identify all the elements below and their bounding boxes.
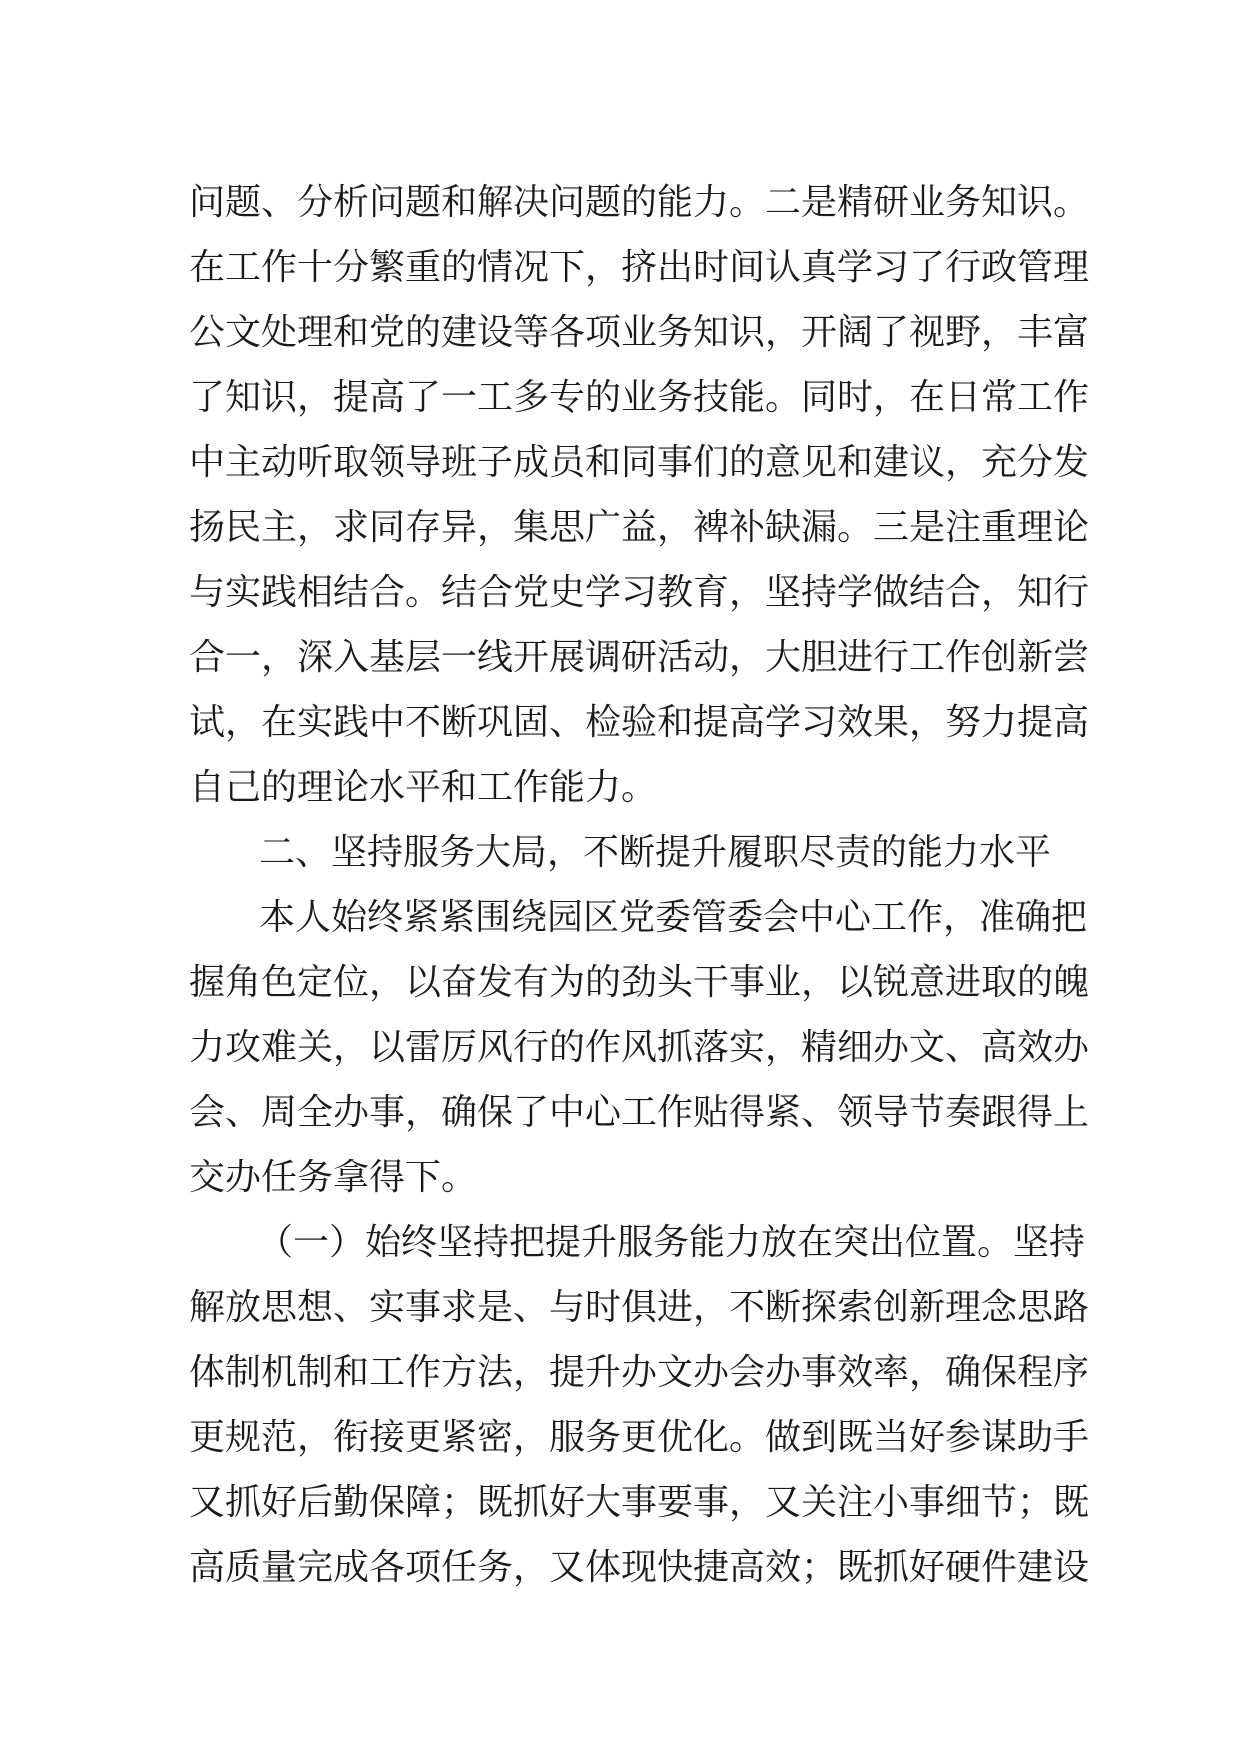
text-line-5: 中主动听取领导班子成员和同事们的意见和建议，充分发 xyxy=(189,442,1090,483)
section-heading: 二、坚持服务大局，不断提升履职尽责的能力水平 xyxy=(259,832,1052,873)
text-line-22: 高质量完成各项任务，又体现快捷高效；既抓好硬件建设 xyxy=(189,1547,1090,1588)
text-line-12: 本人始终紧紧围绕园区党委管委会中心工作，准确把 xyxy=(259,897,1088,938)
body-text xyxy=(189,170,1090,1600)
text-line-20: 更规范，衔接更紧密，服务更优化。做到既当好参谋助手 xyxy=(189,1417,1090,1458)
text-line-21: 又抓好后勤保障；既抓好大事要事，又关注小事细节；既 xyxy=(189,1482,1090,1523)
text-line-6: 扬民主，求同存异，集思广益，裨补缺漏。三是注重理论 xyxy=(189,507,1090,548)
text-line-1: 问题、分析问题和解决问题的能力。二是精研业务知识。 xyxy=(189,182,1090,223)
text-line-15: 会、周全办事，确保了中心工作贴得紧、领导节奏跟得上 xyxy=(189,1092,1090,1133)
text-line-7: 与实践相结合。结合党史学习教育，坚持学做结合，知行 xyxy=(189,572,1090,613)
text-line-4: 了知识，提高了一工多专的业务技能。同时，在日常工作 xyxy=(189,377,1090,418)
text-line-16: 交办任务拿得下。 xyxy=(189,1157,478,1198)
text-line-2: 在工作十分繁重的情况下，挤出时间认真学习了行政管理 xyxy=(189,247,1090,288)
text-line-19: 体制机制和工作方法，提升办文办会办事效率，确保程序 xyxy=(189,1352,1090,1393)
text-line-8: 合一，深入基层一线开展调研活动，大胆进行工作创新尝 xyxy=(189,637,1090,678)
text-line-18: 解放思想、实事求是、与时俱进，不断探索创新理念思路 xyxy=(189,1287,1090,1328)
text-line-9: 试，在实践中不断巩固、检验和提高学习效果，努力提高 xyxy=(189,702,1090,743)
text-line-14: 力攻难关，以雷厉风行的作风抓落实，精细办文、高效办 xyxy=(189,1027,1090,1068)
text-line-17: （一）始终坚持把提升服务能力放在突出位置。坚持 xyxy=(257,1222,1086,1263)
text-line-3: 公文处理和党的建设等各项业务知识，开阔了视野，丰富 xyxy=(189,312,1090,353)
text-line-13: 握角色定位，以奋发有为的劲头干事业，以锐意进取的魄 xyxy=(189,962,1090,1003)
text-line-10: 自己的理论水平和工作能力。 xyxy=(189,767,658,808)
